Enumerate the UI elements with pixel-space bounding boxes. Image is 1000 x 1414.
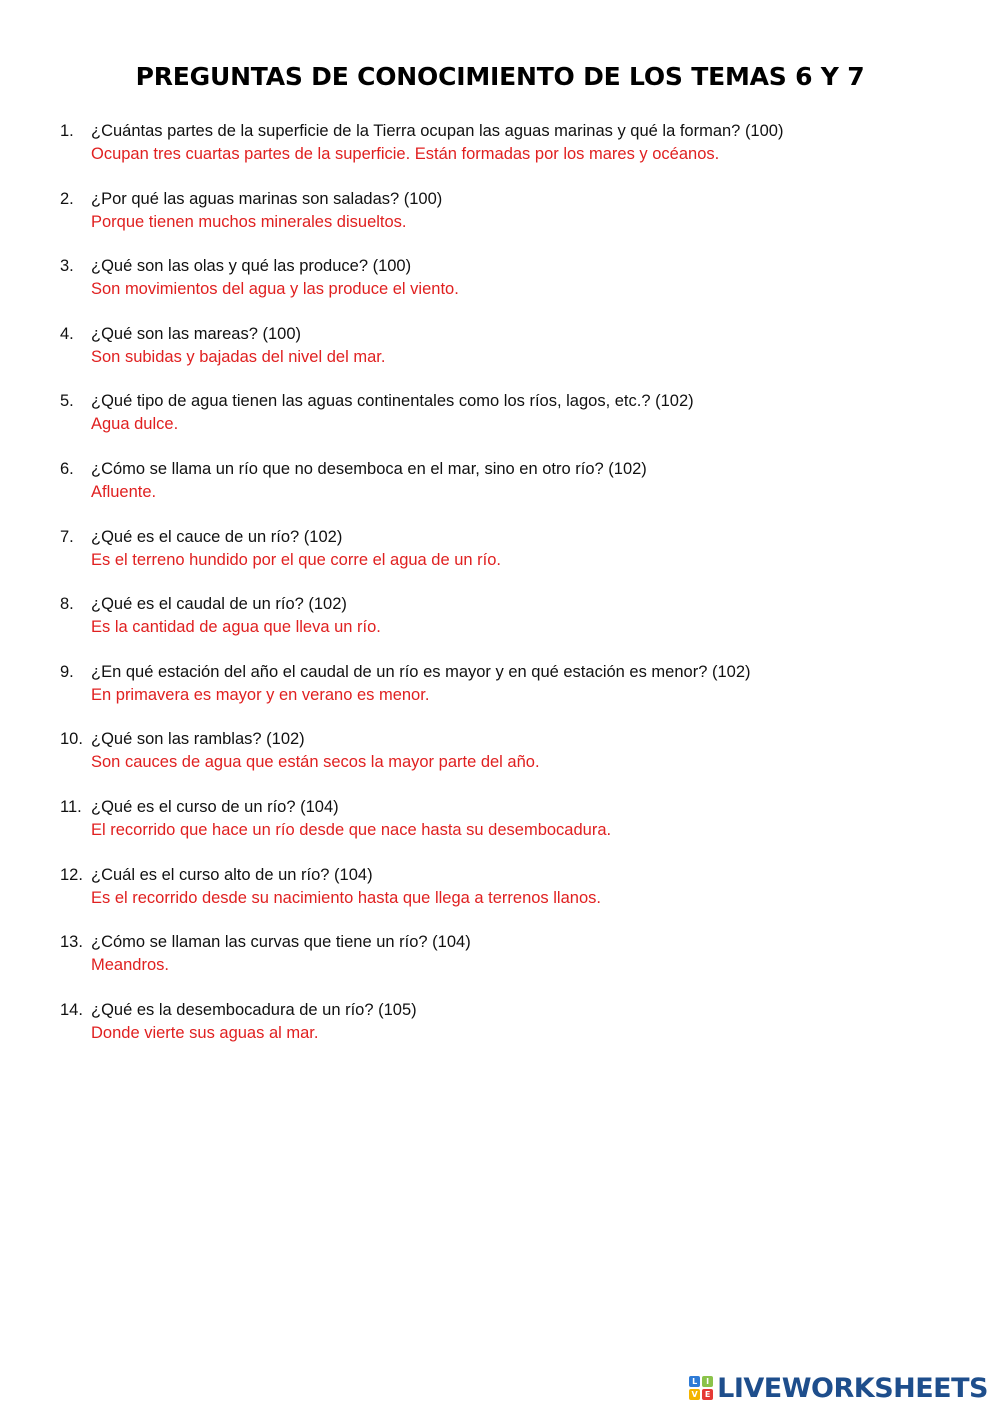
question-list — [60, 120, 960, 1066]
logo-letter: V — [689, 1389, 700, 1400]
question-text: ¿Qué tipo de agua tienen las aguas continentales como los ríos, lagos, etc.? (102) — [91, 392, 694, 411]
answer-text: Es el terreno hundido por el que corre el agua de un río. — [91, 550, 502, 569]
answer-text: Meandros. — [91, 956, 169, 975]
logo-letter: I — [702, 1376, 713, 1387]
question-text: ¿Cómo se llama un río que no desemboca en el mar, sino en otro río? (102) — [91, 459, 647, 478]
list-item — [60, 458, 960, 526]
question-text: ¿Cuántas partes de la superficie de la Tierra ocupan las aguas marinas y qué la forman? (100) — [91, 122, 784, 140]
list-item — [60, 188, 960, 256]
answer-text: Afluente. — [91, 482, 157, 501]
question-number: 11. — [60, 797, 82, 816]
liveworksheets-logo-icon — [689, 1376, 713, 1400]
answer-text: Son cauces de agua que están secos la mayor parte del año. — [91, 753, 540, 772]
question-number: 2. — [60, 189, 74, 208]
question-text: ¿Qué es el caudal de un río? (102) — [91, 595, 347, 614]
answer-text: Porque tienen muchos minerales disueltos. — [91, 212, 407, 231]
question-text: ¿Qué son las olas y qué las produce? (100) — [91, 257, 412, 276]
list-item — [60, 999, 960, 1067]
question-text: ¿Qué es la desembocadura de un río? (105) — [91, 1000, 417, 1019]
list-item — [60, 931, 960, 999]
list-item — [60, 323, 960, 391]
list-item — [60, 526, 960, 594]
question-text: ¿Qué son las ramblas? (102) — [91, 730, 305, 749]
answer-text: El recorrido que hace un río desde que nace hasta su desembocadura. — [91, 820, 612, 839]
logo-text: LIVEWORKSHEETS — [717, 1372, 988, 1404]
list-item — [60, 864, 960, 932]
list-item — [60, 728, 960, 796]
question-text: ¿Cuál es el curso alto de un río? (104) — [91, 865, 373, 884]
logo-letter: E — [702, 1389, 713, 1400]
question-number: 10. — [60, 730, 83, 749]
question-number: 8. — [60, 595, 74, 614]
answer-text: Es la cantidad de agua que lleva un río. — [91, 618, 381, 637]
answer-text: Es el recorrido desde su nacimiento hasta que llega a terrenos llanos. — [91, 888, 601, 907]
page-title: PREGUNTAS DE CONOCIMIENTO DE LOS TEMAS 6 Y 7 — [135, 62, 865, 91]
question-number: 9. — [60, 662, 74, 681]
list-item — [60, 796, 960, 864]
question-number: 12. — [60, 865, 83, 884]
answer-text: Son subidas y bajadas del nivel del mar. — [91, 347, 386, 366]
answer-text: Ocupan tres cuartas partes de la superficie. Están formadas por los mares y océanos. — [91, 145, 720, 163]
question-number: 4. — [60, 324, 74, 343]
question-number: 7. — [60, 527, 74, 546]
question-number: 3. — [60, 257, 74, 276]
list-item — [60, 593, 960, 661]
liveworksheets-logo[interactable] — [689, 1370, 988, 1406]
question-text: ¿Por qué las aguas marinas son saladas? (100) — [91, 189, 443, 208]
question-text: ¿Cómo se llaman las curvas que tiene un río? (104) — [91, 933, 471, 952]
answer-text: Son movimientos del agua y las produce el viento. — [91, 280, 459, 299]
answer-text: Donde vierte sus aguas al mar. — [91, 1023, 319, 1042]
logo-letter: L — [689, 1376, 700, 1387]
question-text: ¿En qué estación del año el caudal de un río es mayor y en qué estación es menor? (102) — [91, 662, 751, 681]
answer-text: En primavera es mayor y en verano es menor. — [91, 685, 430, 704]
question-number: 5. — [60, 392, 74, 411]
question-text: ¿Qué es el cauce de un río? (102) — [91, 527, 343, 546]
list-item — [60, 661, 960, 729]
question-number: 13. — [60, 933, 83, 952]
list-item — [60, 390, 960, 458]
list-item — [60, 255, 960, 323]
question-number: 1. — [60, 122, 74, 140]
question-number: 14. — [60, 1000, 83, 1019]
question-number: 6. — [60, 459, 74, 478]
list-item — [60, 120, 960, 188]
question-text: ¿Qué es el curso de un río? (104) — [91, 797, 339, 816]
answer-text: Agua dulce. — [91, 415, 179, 434]
question-text: ¿Qué son las mareas? (100) — [91, 324, 302, 343]
